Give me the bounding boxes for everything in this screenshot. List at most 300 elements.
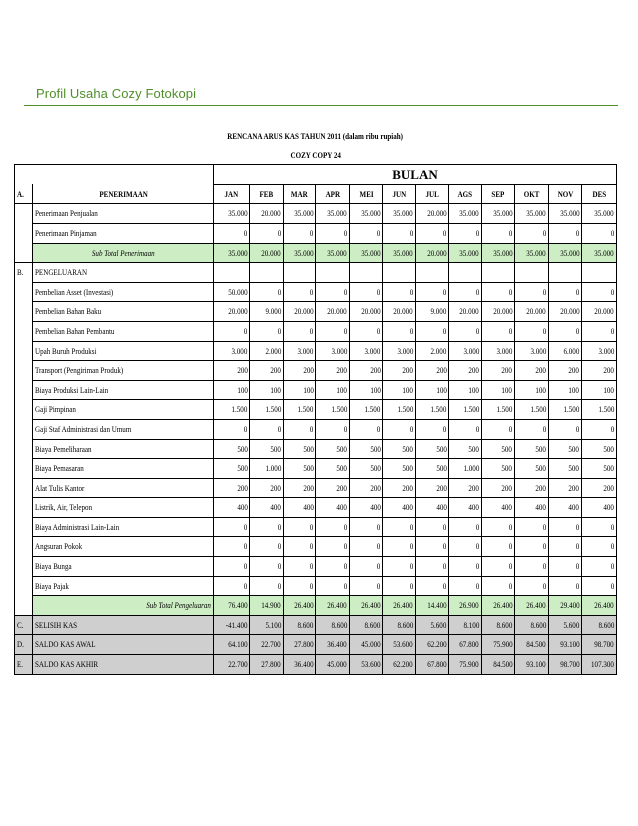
- pengeluaran-row-14-apr: 0: [316, 557, 349, 577]
- month-header-mei: MEI: [349, 184, 382, 204]
- pengeluaran-row-11-sep: 400: [481, 498, 514, 518]
- pengeluaran-row-2-jan: 0: [213, 321, 250, 341]
- pengeluaran-row-4-ags: 200: [449, 361, 481, 381]
- pengeluaran-row-9-jul: 500: [415, 459, 448, 479]
- penerimaan-row-0-nov: 35.000: [548, 204, 581, 224]
- pengeluaran-row-0-jan: 50.000: [213, 282, 250, 302]
- row-code-blank: [15, 361, 33, 381]
- penerimaan-row-1-apr: 0: [316, 223, 349, 243]
- pengeluaran-row-9-ags: 1.000: [449, 459, 481, 479]
- pengeluaran-row-11-jun: 400: [383, 498, 415, 518]
- pengeluaran-row-7-jul: 0: [415, 419, 448, 439]
- pengeluaran-row-5-jun: 100: [383, 380, 415, 400]
- penerimaan-row-0-jun: 35.000: [383, 204, 415, 224]
- summary-row-c: [15, 615, 617, 635]
- pengeluaran-row-10-sep: 200: [481, 478, 514, 498]
- penerimaan-row-1-sep: 0: [481, 223, 514, 243]
- pengeluaran-row-7-nov: 0: [548, 419, 581, 439]
- pengeluaran-row-4-mei: 200: [349, 361, 382, 381]
- pengeluaran-row-6-okt: 1.500: [515, 400, 548, 420]
- month-header-jun: JUN: [383, 184, 415, 204]
- summary-e-feb: 27.800: [250, 655, 283, 675]
- pengeluaran-row-8-des: 500: [582, 439, 617, 459]
- pengeluaran-row-1-nov: 20.000: [548, 302, 581, 322]
- month-header-sep: SEP: [481, 184, 514, 204]
- pengeluaran-row-14-mei: 0: [349, 557, 382, 577]
- summary-c-des: 8.600: [582, 615, 617, 635]
- pengeluaran-row-13-sep: 0: [481, 537, 514, 557]
- pengeluaran-row-13-okt: 0: [515, 537, 548, 557]
- pengeluaran-row-12-mar: 0: [283, 517, 315, 537]
- pengeluaran-row-10-jan: 200: [213, 478, 250, 498]
- pengeluaran-row-15-label: Biaya Pajak: [33, 576, 214, 596]
- month-header-mar: MAR: [283, 184, 315, 204]
- row-code-blank: [15, 517, 33, 537]
- pengeluaran-row-8-ags: 500: [449, 439, 481, 459]
- subtotal-penerimaan-label: Sub Total Penerimaan: [33, 243, 214, 263]
- section-b-code: B.: [15, 263, 33, 283]
- subtotal-penerimaan-nov: 35.000: [548, 243, 581, 263]
- pengeluaran-row-1-jul: 9.000: [415, 302, 448, 322]
- pengeluaran-row-3-mei: 3.000: [349, 341, 382, 361]
- pengeluaran-row-0-mei: 0: [349, 282, 382, 302]
- pengeluaran-row-14-jan: 0: [213, 557, 250, 577]
- pengeluaran-row-11-nov: 400: [548, 498, 581, 518]
- pengeluaran-row-5-label: Biaya Produksi Lain-Lain: [33, 380, 214, 400]
- pengeluaran-row-7-label: Gaji Staf Administrasi dan Umum: [33, 419, 214, 439]
- section-b-blank-cell: [283, 263, 315, 283]
- pengeluaran-row-5-nov: 100: [548, 380, 581, 400]
- penerimaan-row-1-jan: 0: [213, 223, 250, 243]
- pengeluaran-row-2-feb: 0: [250, 321, 283, 341]
- pengeluaran-row-4-okt: 200: [515, 361, 548, 381]
- summary-e-sep: 84.500: [481, 655, 514, 675]
- pengeluaran-row-3-sep: 3.000: [481, 341, 514, 361]
- table-row: [15, 302, 617, 322]
- summary-e-mei: 53.600: [349, 655, 382, 675]
- pengeluaran-row-0-sep: 0: [481, 282, 514, 302]
- pengeluaran-row-1-mar: 20.000: [283, 302, 315, 322]
- pengeluaran-row-2-jun: 0: [383, 321, 415, 341]
- pengeluaran-row-15-mar: 0: [283, 576, 315, 596]
- row-code-blank: [15, 576, 33, 596]
- pengeluaran-row-0-jun: 0: [383, 282, 415, 302]
- pengeluaran-row-8-mar: 500: [283, 439, 315, 459]
- pengeluaran-row-4-apr: 200: [316, 361, 349, 381]
- pengeluaran-row-0-jul: 0: [415, 282, 448, 302]
- pengeluaran-row-10-apr: 200: [316, 478, 349, 498]
- pengeluaran-row-4-sep: 200: [481, 361, 514, 381]
- penerimaan-row-1-label: Penerimaan Pinjaman: [33, 223, 214, 243]
- subtotal-pengeluaran-mei: 26.400: [349, 596, 382, 616]
- pengeluaran-row-2-nov: 0: [548, 321, 581, 341]
- summary-d-ags: 67.800: [449, 635, 481, 655]
- pengeluaran-row-5-ags: 100: [449, 380, 481, 400]
- pengeluaran-row-11-jan: 400: [213, 498, 250, 518]
- section-b-blank-cell: [481, 263, 514, 283]
- pengeluaran-row-13-jan: 0: [213, 537, 250, 557]
- summary-c-mei: 8.600: [349, 615, 382, 635]
- summary-c-jun: 8.600: [383, 615, 415, 635]
- pengeluaran-row-1-okt: 20.000: [515, 302, 548, 322]
- pengeluaran-row-5-sep: 100: [481, 380, 514, 400]
- pengeluaran-row-11-label: Listrik, Air, Telepon: [33, 498, 214, 518]
- pengeluaran-row-7-des: 0: [582, 419, 617, 439]
- penerimaan-row-1-ags: 0: [449, 223, 481, 243]
- pengeluaran-row-7-apr: 0: [316, 419, 349, 439]
- row-code-blank: [15, 302, 33, 322]
- penerimaan-row-0-okt: 35.000: [515, 204, 548, 224]
- pengeluaran-row-5-des: 100: [582, 380, 617, 400]
- pengeluaran-row-3-ags: 3.000: [449, 341, 481, 361]
- pengeluaran-row-12-jan: 0: [213, 517, 250, 537]
- table-row: [15, 576, 617, 596]
- pengeluaran-row-3-nov: 6.000: [548, 341, 581, 361]
- month-header-okt: OKT: [515, 184, 548, 204]
- pengeluaran-row-6-apr: 1.500: [316, 400, 349, 420]
- pengeluaran-row-6-label: Gaji Pimpinan: [33, 400, 214, 420]
- pengeluaran-row-14-jul: 0: [415, 557, 448, 577]
- summary-d-feb: 22.700: [250, 635, 283, 655]
- pengeluaran-row-2-okt: 0: [515, 321, 548, 341]
- subtotal-penerimaan-row: [15, 243, 617, 263]
- summary-d-apr: 36.400: [316, 635, 349, 655]
- summary-code: D.: [15, 635, 33, 655]
- subtotal-penerimaan-mei: 35.000: [349, 243, 382, 263]
- table-row: [15, 282, 617, 302]
- row-code-blank: [15, 321, 33, 341]
- table-row: [15, 204, 617, 224]
- pengeluaran-row-7-feb: 0: [250, 419, 283, 439]
- pengeluaran-row-0-ags: 0: [449, 282, 481, 302]
- pengeluaran-row-2-jul: 0: [415, 321, 448, 341]
- pengeluaran-row-4-nov: 200: [548, 361, 581, 381]
- pengeluaran-row-10-jul: 200: [415, 478, 448, 498]
- summary-d-jul: 62.200: [415, 635, 448, 655]
- pengeluaran-row-13-ags: 0: [449, 537, 481, 557]
- pengeluaran-row-10-des: 200: [582, 478, 617, 498]
- table-row: [15, 557, 617, 577]
- pengeluaran-row-9-feb: 1.000: [250, 459, 283, 479]
- pengeluaran-row-5-jul: 100: [415, 380, 448, 400]
- pengeluaran-row-10-ags: 200: [449, 478, 481, 498]
- row-code-blank: [15, 478, 33, 498]
- table-caption-title: RENCANA ARUS KAS TAHUN 2011 (dalam ribu rupiah): [227, 131, 404, 141]
- pengeluaran-row-1-ags: 20.000: [449, 302, 481, 322]
- pengeluaran-row-1-jun: 20.000: [383, 302, 415, 322]
- subtotal-pengeluaran-feb: 14.900: [250, 596, 283, 616]
- table-row: [15, 459, 617, 479]
- pengeluaran-row-3-apr: 3.000: [316, 341, 349, 361]
- penerimaan-row-0-label: Penerimaan Penjualan: [33, 204, 214, 224]
- pengeluaran-row-7-mei: 0: [349, 419, 382, 439]
- pengeluaran-row-11-jul: 400: [415, 498, 448, 518]
- pengeluaran-row-0-nov: 0: [548, 282, 581, 302]
- pengeluaran-row-12-jun: 0: [383, 517, 415, 537]
- table-row: [15, 419, 617, 439]
- subtotal-pengeluaran-okt: 26.400: [515, 596, 548, 616]
- pengeluaran-row-9-apr: 500: [316, 459, 349, 479]
- penerimaan-row-0-feb: 20.000: [250, 204, 283, 224]
- pengeluaran-row-12-label: Biaya Administrasi Lain-Lain: [33, 517, 214, 537]
- pengeluaran-row-0-des: 0: [582, 282, 617, 302]
- penerimaan-row-1-mei: 0: [349, 223, 382, 243]
- pengeluaran-row-12-ags: 0: [449, 517, 481, 537]
- penerimaan-row-1-des: 0: [582, 223, 617, 243]
- row-code-blank: [15, 419, 33, 439]
- pengeluaran-row-9-des: 500: [582, 459, 617, 479]
- row-code-blank: [15, 596, 33, 616]
- subtotal-penerimaan-jun: 35.000: [383, 243, 415, 263]
- pengeluaran-row-12-nov: 0: [548, 517, 581, 537]
- penerimaan-header: PENERIMAAN: [33, 184, 214, 204]
- pengeluaran-row-2-label: Pembelian Bahan Pembantu: [33, 321, 214, 341]
- pengeluaran-row-4-jul: 200: [415, 361, 448, 381]
- pengeluaran-row-12-jul: 0: [415, 517, 448, 537]
- pengeluaran-row-9-okt: 500: [515, 459, 548, 479]
- pengeluaran-row-13-apr: 0: [316, 537, 349, 557]
- row-code-blank: [15, 204, 33, 224]
- pengeluaran-row-3-okt: 3.000: [515, 341, 548, 361]
- page-title: Profil Usaha Cozy Fotokopi: [36, 86, 197, 101]
- subtotal-pengeluaran-label: Sub Total Pengeluaran: [33, 596, 214, 616]
- penerimaan-row-0-mei: 35.000: [349, 204, 382, 224]
- pengeluaran-row-10-feb: 200: [250, 478, 283, 498]
- penerimaan-row-1-mar: 0: [283, 223, 315, 243]
- penerimaan-row-0-sep: 35.000: [481, 204, 514, 224]
- pengeluaran-row-14-nov: 0: [548, 557, 581, 577]
- summary-d-mei: 45.000: [349, 635, 382, 655]
- month-header-ags: AGS: [449, 184, 481, 204]
- header-divider: [24, 105, 618, 106]
- summary-e-ags: 75.900: [449, 655, 481, 675]
- row-code-blank: [15, 400, 33, 420]
- section-b-blank-cell: [515, 263, 548, 283]
- pengeluaran-row-12-okt: 0: [515, 517, 548, 537]
- pengeluaran-row-2-des: 0: [582, 321, 617, 341]
- pengeluaran-row-11-mei: 400: [349, 498, 382, 518]
- pengeluaran-row-5-apr: 100: [316, 380, 349, 400]
- penerimaan-row-0-mar: 35.000: [283, 204, 315, 224]
- table-row: [15, 361, 617, 381]
- subtotal-pengeluaran-apr: 26.400: [316, 596, 349, 616]
- pengeluaran-row-6-jan: 1.500: [213, 400, 250, 420]
- pengeluaran-row-11-apr: 400: [316, 498, 349, 518]
- pengeluaran-row-6-ags: 1.500: [449, 400, 481, 420]
- pengeluaran-row-7-jun: 0: [383, 419, 415, 439]
- pengeluaran-row-9-mei: 500: [349, 459, 382, 479]
- table-row: [15, 400, 617, 420]
- pengeluaran-row-11-des: 400: [582, 498, 617, 518]
- summary-d-jun: 53.600: [383, 635, 415, 655]
- subtotal-pengeluaran-mar: 26.400: [283, 596, 315, 616]
- pengeluaran-row-1-feb: 9.000: [250, 302, 283, 322]
- pengeluaran-row-11-feb: 400: [250, 498, 283, 518]
- subtotal-penerimaan-sep: 35.000: [481, 243, 514, 263]
- summary-d-mar: 27.800: [283, 635, 315, 655]
- summary-c-okt: 8.600: [515, 615, 548, 635]
- summary-e-mar: 36.400: [283, 655, 315, 675]
- pengeluaran-row-2-sep: 0: [481, 321, 514, 341]
- subtotal-pengeluaran-jul: 14.400: [415, 596, 448, 616]
- pengeluaran-row-5-mei: 100: [349, 380, 382, 400]
- summary-e-okt: 93.100: [515, 655, 548, 675]
- pengeluaran-row-7-okt: 0: [515, 419, 548, 439]
- table-row: [15, 498, 617, 518]
- table-row: [15, 478, 617, 498]
- pengeluaran-row-15-feb: 0: [250, 576, 283, 596]
- pengeluaran-row-9-label: Biaya Pemasaran: [33, 459, 214, 479]
- penerimaan-row-0-jul: 20.000: [415, 204, 448, 224]
- month-header-jul: JUL: [415, 184, 448, 204]
- pengeluaran-row-7-mar: 0: [283, 419, 315, 439]
- pengeluaran-row-4-des: 200: [582, 361, 617, 381]
- row-code-blank: [15, 557, 33, 577]
- month-header-nov: NOV: [548, 184, 581, 204]
- pengeluaran-row-2-apr: 0: [316, 321, 349, 341]
- pengeluaran-row-0-mar: 0: [283, 282, 315, 302]
- pengeluaran-row-14-mar: 0: [283, 557, 315, 577]
- pengeluaran-row-3-feb: 2.000: [250, 341, 283, 361]
- subtotal-penerimaan-jan: 35.000: [213, 243, 250, 263]
- pengeluaran-row-8-sep: 500: [481, 439, 514, 459]
- pengeluaran-row-10-okt: 200: [515, 478, 548, 498]
- bulan-header: BULAN: [213, 165, 616, 185]
- table-row: [15, 537, 617, 557]
- summary-d-sep: 75.900: [481, 635, 514, 655]
- pengeluaran-row-8-nov: 500: [548, 439, 581, 459]
- row-code-blank: [15, 341, 33, 361]
- row-code-blank: [15, 243, 33, 263]
- pengeluaran-row-8-okt: 500: [515, 439, 548, 459]
- pengeluaran-row-3-jun: 3.000: [383, 341, 415, 361]
- summary-d-okt: 84.500: [515, 635, 548, 655]
- pengeluaran-row-13-mar: 0: [283, 537, 315, 557]
- pengeluaran-row-15-nov: 0: [548, 576, 581, 596]
- pengeluaran-row-10-mar: 200: [283, 478, 315, 498]
- summary-row-e: [15, 655, 617, 675]
- pengeluaran-row-5-jan: 100: [213, 380, 250, 400]
- month-header-apr: APR: [316, 184, 349, 204]
- pengeluaran-row-12-sep: 0: [481, 517, 514, 537]
- pengeluaran-row-15-apr: 0: [316, 576, 349, 596]
- row-code-blank: [15, 380, 33, 400]
- subtotal-penerimaan-feb: 20.000: [250, 243, 283, 263]
- pengeluaran-row-3-label: Upah Buruh Produksi: [33, 341, 214, 361]
- pengeluaran-row-12-apr: 0: [316, 517, 349, 537]
- pengeluaran-row-0-feb: 0: [250, 282, 283, 302]
- section-a-code: A.: [15, 184, 33, 204]
- penerimaan-row-0-apr: 35.000: [316, 204, 349, 224]
- summary-d-des: 98.700: [582, 635, 617, 655]
- subtotal-pengeluaran-jan: 76.400: [213, 596, 250, 616]
- pengeluaran-row-12-feb: 0: [250, 517, 283, 537]
- pengeluaran-row-8-jun: 500: [383, 439, 415, 459]
- section-b-blank-cell: [449, 263, 481, 283]
- table-row: [15, 517, 617, 537]
- pengeluaran-row-9-jun: 500: [383, 459, 415, 479]
- pengeluaran-row-2-mei: 0: [349, 321, 382, 341]
- pengeluaran-row-1-jan: 20.000: [213, 302, 250, 322]
- pengeluaran-row-6-sep: 1.500: [481, 400, 514, 420]
- summary-c-jan: -41.400: [213, 615, 250, 635]
- pengeluaran-row-8-feb: 500: [250, 439, 283, 459]
- pengeluaran-row-15-mei: 0: [349, 576, 382, 596]
- summary-label: SELISIH KAS: [33, 615, 214, 635]
- penerimaan-row-1-jul: 0: [415, 223, 448, 243]
- pengeluaran-row-12-mei: 0: [349, 517, 382, 537]
- month-header-jan: JAN: [213, 184, 250, 204]
- pengeluaran-row-10-jun: 200: [383, 478, 415, 498]
- pengeluaran-row-5-okt: 100: [515, 380, 548, 400]
- pengeluaran-row-8-apr: 500: [316, 439, 349, 459]
- pengeluaran-row-8-mei: 500: [349, 439, 382, 459]
- summary-d-jan: 64.100: [213, 635, 250, 655]
- penerimaan-row-0-ags: 35.000: [449, 204, 481, 224]
- penerimaan-row-1-feb: 0: [250, 223, 283, 243]
- cash-flow-table: [14, 127, 617, 675]
- pengeluaran-row-14-feb: 0: [250, 557, 283, 577]
- pengeluaran-row-14-des: 0: [582, 557, 617, 577]
- pengeluaran-row-10-label: Alat Tulis Kantor: [33, 478, 214, 498]
- pengeluaran-row-8-jan: 500: [213, 439, 250, 459]
- section-b-row: [15, 263, 617, 283]
- summary-e-des: 107.300: [582, 655, 617, 675]
- section-b-blank-cell: [349, 263, 382, 283]
- pengeluaran-row-1-mei: 20.000: [349, 302, 382, 322]
- pengeluaran-row-14-sep: 0: [481, 557, 514, 577]
- pengeluaran-row-1-label: Pembelian Bahan Baku: [33, 302, 214, 322]
- header-blank: [15, 165, 214, 185]
- pengeluaran-row-4-feb: 200: [250, 361, 283, 381]
- subtotal-penerimaan-des: 35.000: [582, 243, 617, 263]
- pengeluaran-row-13-des: 0: [582, 537, 617, 557]
- row-code-blank: [15, 282, 33, 302]
- pengeluaran-row-9-jan: 500: [213, 459, 250, 479]
- section-b-blank-cell: [316, 263, 349, 283]
- subtotal-penerimaan-mar: 35.000: [283, 243, 315, 263]
- section-b-blank-cell: [548, 263, 581, 283]
- pengeluaran-row-10-mei: 200: [349, 478, 382, 498]
- penerimaan-row-0-des: 35.000: [582, 204, 617, 224]
- pengeluaran-row-6-mar: 1.500: [283, 400, 315, 420]
- pengeluaran-row-13-label: Angsuran Pokok: [33, 537, 214, 557]
- table-row: [15, 380, 617, 400]
- subtotal-pengeluaran-ags: 26.900: [449, 596, 481, 616]
- pengeluaran-row-0-okt: 0: [515, 282, 548, 302]
- section-b-blank-cell: [415, 263, 448, 283]
- section-b-label: PENGELUARAN: [33, 263, 214, 283]
- summary-c-ags: 8.100: [449, 615, 481, 635]
- table-row: [15, 341, 617, 361]
- summary-c-sep: 8.600: [481, 615, 514, 635]
- summary-e-jun: 62.200: [383, 655, 415, 675]
- section-b-blank-cell: [582, 263, 617, 283]
- pengeluaran-row-3-des: 3.000: [582, 341, 617, 361]
- row-code-blank: [15, 498, 33, 518]
- summary-code: E.: [15, 655, 33, 675]
- summary-c-nov: 5.600: [548, 615, 581, 635]
- summary-e-jul: 67.800: [415, 655, 448, 675]
- pengeluaran-row-12-des: 0: [582, 517, 617, 537]
- subtotal-pengeluaran-jun: 26.400: [383, 596, 415, 616]
- pengeluaran-row-15-jun: 0: [383, 576, 415, 596]
- pengeluaran-row-14-okt: 0: [515, 557, 548, 577]
- pengeluaran-row-11-ags: 400: [449, 498, 481, 518]
- pengeluaran-row-13-feb: 0: [250, 537, 283, 557]
- month-header-des: DES: [582, 184, 617, 204]
- section-b-blank-cell: [213, 263, 250, 283]
